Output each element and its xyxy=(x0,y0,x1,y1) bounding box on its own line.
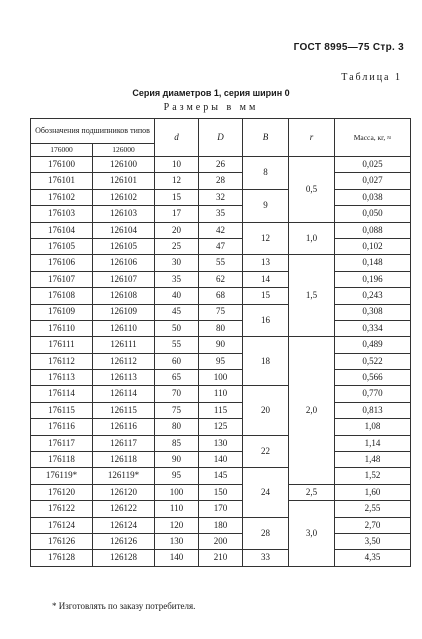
cell-r: 2,5 xyxy=(289,484,335,500)
cell-B: 16 xyxy=(243,304,289,337)
cell-type-126000: 126104 xyxy=(93,222,155,238)
cell-B: 20 xyxy=(243,386,289,435)
cell-d: 140 xyxy=(155,550,199,566)
cell-type-176000: 176105 xyxy=(31,238,93,254)
cell-type-176000: 176119* xyxy=(31,468,93,484)
cell-mass: 1,08 xyxy=(335,419,411,435)
cell-d: 130 xyxy=(155,533,199,549)
cell-type-176000: 176100 xyxy=(31,157,93,173)
cell-D: 200 xyxy=(199,533,243,549)
cell-d: 100 xyxy=(155,484,199,500)
cell-D: 140 xyxy=(199,452,243,468)
cell-B: 15 xyxy=(243,288,289,304)
cell-type-176000: 176124 xyxy=(31,517,93,533)
header-r: r xyxy=(289,119,335,157)
cell-mass: 2,70 xyxy=(335,517,411,533)
cell-r: 0,5 xyxy=(289,157,335,223)
cell-D: 115 xyxy=(199,402,243,418)
table-row xyxy=(31,419,411,435)
cell-type-176000: 176101 xyxy=(31,173,93,189)
header-d: d xyxy=(155,119,199,157)
cell-D: 55 xyxy=(199,255,243,271)
table-row xyxy=(31,402,411,418)
cell-mass: 0,308 xyxy=(335,304,411,320)
cell-type-176000: 176110 xyxy=(31,320,93,336)
cell-type-126000: 126101 xyxy=(93,173,155,189)
cell-d: 40 xyxy=(155,288,199,304)
cell-type-126000: 126120 xyxy=(93,484,155,500)
cell-D: 26 xyxy=(199,157,243,173)
cell-type-126000: 126111 xyxy=(93,337,155,353)
cell-D: 180 xyxy=(199,517,243,533)
cell-type-176000: 176117 xyxy=(31,435,93,451)
cell-type-176000: 176122 xyxy=(31,501,93,517)
series-title: Серия диаметров 1, серия ширин 0 xyxy=(132,88,290,98)
cell-D: 35 xyxy=(199,206,243,222)
table-row xyxy=(31,222,411,238)
cell-D: 90 xyxy=(199,337,243,353)
table-row xyxy=(31,517,411,533)
table-row xyxy=(31,288,411,304)
table-row xyxy=(31,173,411,189)
cell-D: 150 xyxy=(199,484,243,500)
table-row xyxy=(31,435,411,451)
header-type-176000: 176000 xyxy=(31,144,93,157)
cell-mass: 0,566 xyxy=(335,370,411,386)
table-row xyxy=(31,255,411,271)
header-mass: Масса, кг, ≈ xyxy=(335,119,411,157)
cell-type-176000: 176113 xyxy=(31,370,93,386)
cell-type-126000: 126124 xyxy=(93,517,155,533)
cell-type-176000: 176106 xyxy=(31,255,93,271)
cell-type-176000: 176103 xyxy=(31,206,93,222)
cell-type-126000: 126118 xyxy=(93,452,155,468)
cell-type-126000: 126117 xyxy=(93,435,155,451)
cell-d: 80 xyxy=(155,419,199,435)
table-row xyxy=(31,271,411,287)
cell-d: 20 xyxy=(155,222,199,238)
cell-D: 80 xyxy=(199,320,243,336)
cell-B: 18 xyxy=(243,337,289,386)
cell-mass: 0,334 xyxy=(335,320,411,336)
cell-type-176000: 176126 xyxy=(31,533,93,549)
cell-type-176000: 176112 xyxy=(31,353,93,369)
cell-mass: 1,14 xyxy=(335,435,411,451)
header-designation: Обозначения подшипников типов xyxy=(31,119,155,144)
cell-D: 68 xyxy=(199,288,243,304)
cell-B: 14 xyxy=(243,271,289,287)
cell-D: 47 xyxy=(199,238,243,254)
table-row xyxy=(31,353,411,369)
cell-D: 100 xyxy=(199,370,243,386)
cell-mass: 0,196 xyxy=(335,271,411,287)
cell-d: 12 xyxy=(155,173,199,189)
cell-type-126000: 126100 xyxy=(93,157,155,173)
cell-d: 65 xyxy=(155,370,199,386)
cell-D: 170 xyxy=(199,501,243,517)
table-row xyxy=(31,452,411,468)
cell-d: 110 xyxy=(155,501,199,517)
table-row xyxy=(31,157,411,173)
cell-mass: 2,55 xyxy=(335,501,411,517)
header-B: B xyxy=(243,119,289,157)
cell-D: 32 xyxy=(199,189,243,205)
cell-type-126000: 126113 xyxy=(93,370,155,386)
cell-mass: 0,038 xyxy=(335,189,411,205)
table-row xyxy=(31,501,411,517)
cell-mass: 0,088 xyxy=(335,222,411,238)
cell-type-176000: 176108 xyxy=(31,288,93,304)
cell-type-176000: 176104 xyxy=(31,222,93,238)
cell-d: 90 xyxy=(155,452,199,468)
cell-type-176000: 176128 xyxy=(31,550,93,566)
cell-B: 28 xyxy=(243,517,289,550)
cell-d: 75 xyxy=(155,402,199,418)
table-row xyxy=(31,238,411,254)
cell-type-126000: 126122 xyxy=(93,501,155,517)
cell-d: 35 xyxy=(155,271,199,287)
cell-r: 1,0 xyxy=(289,222,335,255)
cell-mass: 0,027 xyxy=(335,173,411,189)
cell-r: 3,0 xyxy=(289,501,335,567)
cell-type-126000: 126107 xyxy=(93,271,155,287)
cell-type-126000: 126105 xyxy=(93,238,155,254)
cell-d: 55 xyxy=(155,337,199,353)
table-row xyxy=(31,484,411,500)
cell-type-176000: 176116 xyxy=(31,419,93,435)
cell-type-126000: 126102 xyxy=(93,189,155,205)
cell-mass: 0,770 xyxy=(335,386,411,402)
cell-D: 130 xyxy=(199,435,243,451)
table-row xyxy=(31,550,411,566)
cell-type-126000: 126114 xyxy=(93,386,155,402)
cell-type-176000: 176114 xyxy=(31,386,93,402)
cell-d: 95 xyxy=(155,468,199,484)
cell-B: 12 xyxy=(243,222,289,255)
table-label: Таблица 1 xyxy=(341,72,402,83)
cell-D: 42 xyxy=(199,222,243,238)
cell-type-176000: 176102 xyxy=(31,189,93,205)
cell-type-126000: 126119* xyxy=(93,468,155,484)
cell-D: 125 xyxy=(199,419,243,435)
table-row xyxy=(31,468,411,484)
cell-D: 210 xyxy=(199,550,243,566)
cell-d: 120 xyxy=(155,517,199,533)
cell-mass: 1,60 xyxy=(335,484,411,500)
table-row xyxy=(31,320,411,336)
cell-mass: 0,025 xyxy=(335,157,411,173)
cell-d: 70 xyxy=(155,386,199,402)
cell-r: 2,0 xyxy=(289,337,335,485)
cell-mass: 0,522 xyxy=(335,353,411,369)
table-row xyxy=(31,386,411,402)
table-row xyxy=(31,304,411,320)
cell-d: 60 xyxy=(155,353,199,369)
cell-type-126000: 126116 xyxy=(93,419,155,435)
cell-mass: 4,35 xyxy=(335,550,411,566)
cell-type-126000: 126106 xyxy=(93,255,155,271)
table-row xyxy=(31,533,411,549)
page-header: ГОСТ 8995—75 Стр. 3 xyxy=(293,42,404,53)
cell-d: 50 xyxy=(155,320,199,336)
cell-D: 145 xyxy=(199,468,243,484)
cell-mass: 0,148 xyxy=(335,255,411,271)
cell-type-126000: 126126 xyxy=(93,533,155,549)
cell-type-126000: 126109 xyxy=(93,304,155,320)
cell-mass: 1,48 xyxy=(335,452,411,468)
cell-d: 17 xyxy=(155,206,199,222)
cell-mass: 0,489 xyxy=(335,337,411,353)
cell-d: 25 xyxy=(155,238,199,254)
table-row xyxy=(31,189,411,205)
cell-mass: 0,243 xyxy=(335,288,411,304)
cell-type-126000: 126110 xyxy=(93,320,155,336)
header-type-126000: 126000 xyxy=(93,144,155,157)
cell-B: 13 xyxy=(243,255,289,271)
header-D: D xyxy=(199,119,243,157)
cell-type-126000: 126112 xyxy=(93,353,155,369)
cell-B: 24 xyxy=(243,468,289,517)
cell-B: 22 xyxy=(243,435,289,468)
cell-mass: 0,813 xyxy=(335,402,411,418)
cell-type-126000: 126103 xyxy=(93,206,155,222)
cell-D: 110 xyxy=(199,386,243,402)
cell-D: 95 xyxy=(199,353,243,369)
dimensions-title: Размеры в мм xyxy=(163,102,259,113)
cell-type-176000: 176111 xyxy=(31,337,93,353)
cell-d: 30 xyxy=(155,255,199,271)
bearing-table xyxy=(30,118,411,567)
footnote: * Изготовлять по заказу потребителя. xyxy=(52,601,196,611)
cell-type-176000: 176120 xyxy=(31,484,93,500)
cell-d: 45 xyxy=(155,304,199,320)
cell-mass: 0,102 xyxy=(335,238,411,254)
cell-mass: 0,050 xyxy=(335,206,411,222)
cell-D: 75 xyxy=(199,304,243,320)
cell-type-126000: 126115 xyxy=(93,402,155,418)
cell-d: 15 xyxy=(155,189,199,205)
cell-d: 10 xyxy=(155,157,199,173)
cell-D: 62 xyxy=(199,271,243,287)
table-body xyxy=(31,157,411,567)
cell-type-126000: 126128 xyxy=(93,550,155,566)
cell-B: 9 xyxy=(243,189,289,222)
table-row xyxy=(31,370,411,386)
cell-type-176000: 176109 xyxy=(31,304,93,320)
cell-type-176000: 176115 xyxy=(31,402,93,418)
cell-type-176000: 176118 xyxy=(31,452,93,468)
cell-mass: 3,50 xyxy=(335,533,411,549)
table-row xyxy=(31,206,411,222)
table-row xyxy=(31,337,411,353)
cell-type-126000: 126108 xyxy=(93,288,155,304)
cell-type-176000: 176107 xyxy=(31,271,93,287)
cell-B: 33 xyxy=(243,550,289,566)
cell-d: 85 xyxy=(155,435,199,451)
cell-mass: 1,52 xyxy=(335,468,411,484)
cell-D: 28 xyxy=(199,173,243,189)
cell-r: 1,5 xyxy=(289,255,335,337)
cell-B: 8 xyxy=(243,157,289,190)
